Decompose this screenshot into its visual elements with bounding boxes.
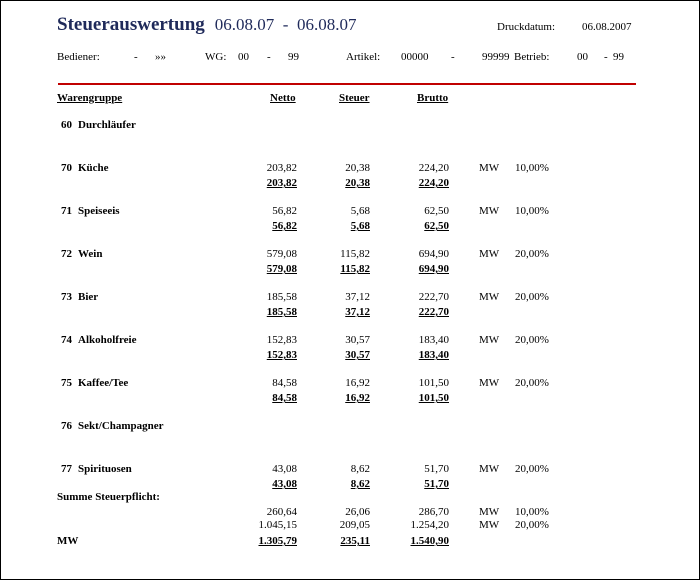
netto-subtotal: 56,82 [272,220,297,232]
netto-value: 43,08 [272,463,297,475]
steuer-subtotal: 37,12 [345,306,370,318]
tax-rate: 10,00% [515,162,549,174]
tax-code: MW [479,377,500,389]
steuer-subtotal: 115,82 [340,263,370,275]
group-name: Bier [78,291,99,303]
summary-brutto: 286,70 [418,506,449,518]
steuer-subtotal: 16,92 [345,392,370,404]
tax-code: MW [479,463,500,475]
summary-tax-rate: 10,00% [515,506,549,518]
artikel-sep: - [451,51,455,63]
tax-rate: 20,00% [515,334,549,346]
wg-label: WG: [205,51,227,63]
netto-subtotal: 185,58 [266,306,297,318]
steuer-value: 115,82 [340,248,370,260]
brutto-value: 183,40 [418,334,449,346]
artikel-label: Artikel: [346,51,381,63]
summary-steuer: 26,06 [345,506,370,518]
header-divider [58,83,636,85]
netto-subtotal: 43,08 [272,478,297,490]
col-warengruppe: Warengruppe [57,92,123,104]
tax-rate: 20,00% [515,463,549,475]
steuer-value: 30,57 [345,334,370,346]
tax-code: MW [479,248,500,260]
group-name: Wein [78,248,103,260]
netto-value: 152,83 [266,334,297,346]
summary-tax-rate: 20,00% [515,519,549,531]
brutto-value: 694,90 [418,248,449,260]
group-number: 72 [61,248,72,260]
print-date: 06.08.2007 [582,21,632,33]
steuer-value: 37,12 [345,291,370,303]
netto-subtotal: 84,58 [272,392,297,404]
steuer-subtotal: 20,38 [345,177,370,189]
group-number: 76 [61,420,72,432]
bediener-from: - [134,51,138,63]
tax-rate: 10,00% [515,205,549,217]
summary-brutto: 1.254,20 [410,519,449,531]
steuer-value: 5,68 [350,205,370,217]
brutto-value: 222,70 [418,291,449,303]
print-date-label: Druckdatum: [497,21,556,33]
summary-tax-code: MW [479,506,500,518]
netto-value: 203,82 [266,162,297,174]
grand-total-label: MW [57,535,79,547]
wg-to: 99 [288,51,299,63]
brutto-subtotal: 62,50 [424,220,449,232]
steuer-subtotal: 30,57 [345,349,370,361]
betrieb-from: 00 [577,51,588,63]
brutto-value: 101,50 [418,377,449,389]
tax-code: MW [479,334,500,346]
group-number: 73 [61,291,72,303]
group-number: 75 [61,377,72,389]
date-range: 06.08.07 - 06.08.07 [214,15,357,34]
netto-subtotal: 203,82 [266,177,297,189]
steuer-subtotal: 5,68 [350,220,370,232]
bediener-to: »» [155,51,166,63]
brutto-subtotal: 224,20 [418,177,449,189]
grand-total-netto: 1.305,79 [258,535,297,547]
brutto-subtotal: 222,70 [418,306,449,318]
grand-total-brutto: 1.540,90 [410,535,449,547]
steuer-value: 20,38 [345,162,370,174]
group-name: Spirituosen [78,463,132,475]
brutto-subtotal: 183,40 [418,349,449,361]
steuer-value: 16,92 [345,377,370,389]
bediener-label: Bediener: [57,51,100,63]
tax-rate: 20,00% [515,377,549,389]
col-brutto: Brutto [417,92,449,104]
tax-code: MW [479,291,500,303]
group-number: 74 [61,334,72,346]
group-number: 60 [61,119,72,131]
summary-tax-code: MW [479,519,500,531]
steuer-value: 8,62 [350,463,370,475]
steuer-subtotal: 8,62 [350,478,370,490]
group-number: 70 [61,162,72,174]
summary-netto: 260,64 [266,506,297,518]
group-name: Durchläufer [78,119,136,131]
tax-code: MW [479,162,500,174]
netto-value: 56,82 [272,205,297,217]
netto-value: 579,08 [266,248,297,260]
group-number: 71 [61,205,72,217]
netto-value: 84,58 [272,377,297,389]
col-netto: Netto [270,92,296,104]
wg-from: 00 [238,51,249,63]
betrieb-to: 99 [613,51,624,63]
group-name: Sekt/Champagner [78,420,164,432]
brutto-subtotal: 51,70 [424,478,449,490]
betrieb-label: Betrieb: [514,51,550,63]
betrieb-sep: - [604,51,608,63]
group-name: Küche [78,162,109,174]
brutto-subtotal: 101,50 [418,392,449,404]
brutto-subtotal: 694,90 [418,263,449,275]
group-number: 77 [61,463,72,475]
summary-netto: 1.045,15 [258,519,297,531]
artikel-to: 99999 [482,51,510,63]
group-name: Kaffee/Tee [78,377,129,389]
netto-subtotal: 579,08 [266,263,297,275]
tax-rate: 20,00% [515,248,549,260]
report-title: Steuerauswertung 06.08.07 - 06.08.07 [57,14,357,35]
group-name: Alkoholfreie [78,334,137,346]
tax-code: MW [479,205,500,217]
col-steuer: Steuer [339,92,370,104]
brutto-value: 62,50 [424,205,449,217]
group-name: Speiseeis [78,205,120,217]
brutto-value: 224,20 [418,162,449,174]
grand-total-steuer: 235,11 [340,535,370,547]
netto-value: 185,58 [266,291,297,303]
netto-subtotal: 152,83 [266,349,297,361]
wg-sep: - [267,51,271,63]
brutto-value: 51,70 [424,463,449,475]
summary-label: Summe Steuerpflicht: [57,491,160,503]
artikel-from: 00000 [401,51,429,63]
tax-rate: 20,00% [515,291,549,303]
summary-steuer: 209,05 [339,519,370,531]
